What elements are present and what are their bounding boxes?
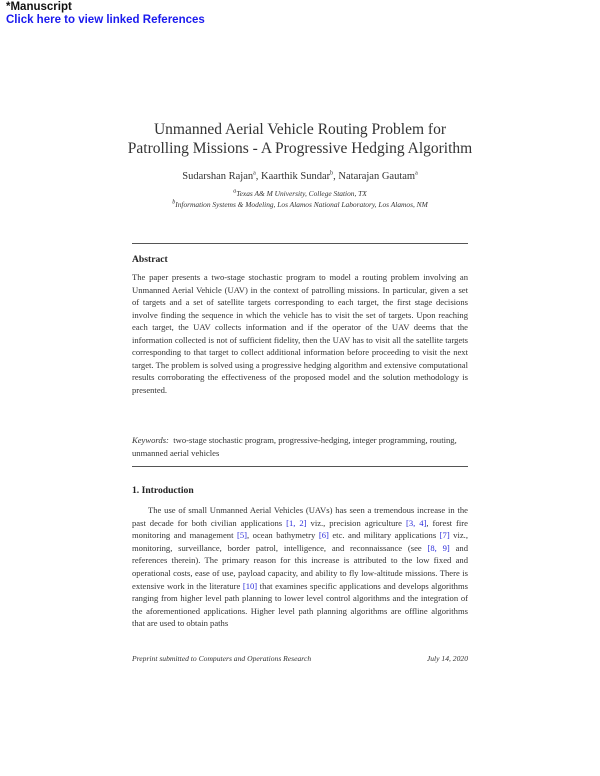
affiliations [0, 189, 600, 210]
intro-text: , forest fire monitoring and management [132, 517, 468, 541]
citation-link[interactable]: [6] [318, 530, 329, 541]
author-list: Sudarshan Rajan$^a$, Kaarthik Sundar$^b$, Natarajan Gautam$^a$ [182, 170, 418, 182]
title-line-1: Unmanned Aerial Vehicle Routing Problem for [153, 121, 446, 138]
manuscript-header [6, 1, 205, 27]
section-heading-introduction: 1. Introduction [132, 485, 194, 496]
abstract-heading: Abstract [132, 254, 168, 265]
footer-date: July 14, 2020 [426, 654, 468, 663]
introduction-paragraph [132, 504, 468, 630]
paper-title [0, 120, 600, 158]
keywords-label: Keywords: [132, 435, 169, 445]
abstract-bottom-rule [132, 466, 468, 467]
citation-link[interactable]: [5] [237, 530, 248, 541]
keywords [132, 434, 468, 459]
intro-text: that examines specific applications and develops algorithms ranging from higher level path planning to lower level control algorithms and the integration of the aforementioned applications. Higher level path planning algorithms are offline algorithms that are used to obtain paths [132, 580, 468, 629]
intro-text: viz., precision agriculture [306, 517, 406, 528]
affiliation-text: Information Systems & Modeling, Los Alamos National Laboratory, Los Alamos, NM [175, 199, 428, 209]
author-affil-mark: b [330, 170, 334, 177]
author-name: Sudarshan Rajan [182, 171, 254, 182]
affiliation-text: Texas A& M University, College Station, TX [236, 189, 367, 198]
manuscript-label: *Manuscript [6, 1, 72, 13]
citation-link[interactable]: [10] [242, 580, 258, 591]
title-line-2: Patrolling Missions - A Progressive Hedging Algorithm [127, 140, 473, 157]
citation-link[interactable]: [7] [439, 530, 450, 541]
linked-references-link[interactable]: Click here to view linked References [6, 14, 205, 26]
intro-text: , ocean bathymetry [247, 530, 319, 541]
citation-link[interactable]: [3, 4] [405, 517, 427, 528]
affiliation [0, 189, 600, 200]
abstract-top-rule [132, 243, 468, 244]
affil-mark: b [172, 199, 176, 206]
author-name: Kaarthik Sundar [261, 171, 331, 182]
author-affil-mark: a [253, 170, 256, 177]
author-affil-mark: a [415, 170, 418, 177]
footer-journal: Preprint submitted to Computers and Operations Research [132, 654, 312, 663]
abstract-text: The paper presents a two-stage stochastic program to model a routing problem involving an Unmanned Aerial Vehicle (UAV) in the context of patrolling missions. In particular, given a set of targets and a set of satellite targets corresponding to each target, the first stage decisions involve finding the sequence in which the vehicle has to visit the set of targets. Upon reaching each target, the UAV collects information and if the operator of the UAV deems that the information collected is not of sufficient fidelity, then the UAV has to visit all the satellite targets corresponding to that target to collect additional information before proceeding to visit the next target. The problem is solved using a progressive hedging algorithm and extensive computational results corroborating the effectiveness of the proposed model and the solution methodology is presented. [132, 272, 468, 395]
keywords-text: two-stage stochastic program, progressive-hedging, integer programming, routing, unmanned aerial vehicles [132, 435, 457, 458]
intro-text: The use of small Unmanned Aerial Vehicles (UAVs) has seen a tremendous increase in the past decade for both civilian applications [132, 505, 468, 528]
intro-text: and references therein). The primary reason for this increase is attributed to the low fixed and operational costs, ease of use, payload capacity, and ability to fly low-altitude missions. There is extensive work in the literature [132, 542, 468, 591]
author-name: Natarajan Gautam [338, 171, 416, 182]
citation-link[interactable]: [1, 2] [286, 517, 307, 528]
intro-text: etc. and military applications [328, 530, 440, 541]
affiliation [0, 200, 600, 211]
page-footer [132, 654, 468, 663]
affil-mark: a [233, 188, 237, 195]
intro-text: viz., monitoring, surveillance, border patrol, intelligence, and reconnaissance (see [132, 530, 468, 553]
citation-link[interactable]: [8, 9] [427, 542, 450, 553]
